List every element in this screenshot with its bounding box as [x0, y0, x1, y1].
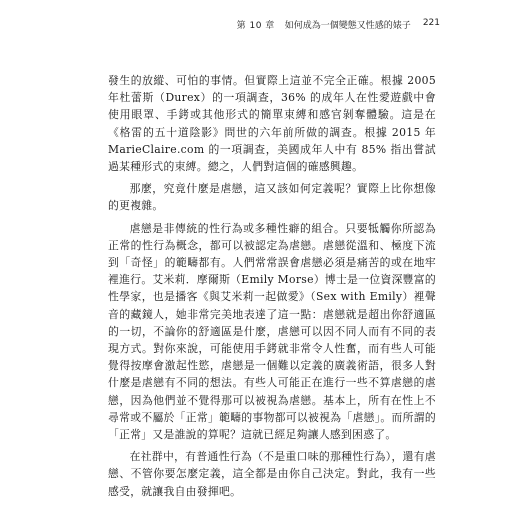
- chapter-title: 如何成為一個變態又性感的婊子: [284, 21, 411, 31]
- running-header: [237, 18, 440, 31]
- chapter-label: 第 10 章: [236, 21, 275, 31]
- paragraph: 在社群中，有普通性行為（不是重口味的那種性行為），還有虐戀、不管你要怎麼定義，這全都是由你自己決定。對此，我有一些感受，就讓我自由發揮吧。: [108, 450, 436, 498]
- body-text: [108, 72, 436, 505]
- paragraph: 發生的放縱、可怕的事情。但實際上這並不完全正確。根據 2005 年杜蕾斯（Durex）的一項調查，36% 的成年人在性愛遊戲中會使用眼罩、手銬或其他形式的簡單束縛和感官剝奪體驗。這是在《格雷的五十道陰影》問世的六年前所做的調查。根據 2015 年 MarieClaire.com 的一項調查，美國成年人中有 85% 指出嘗試過某種形式的束縛。總之，人們對這個的確感興趣。: [108, 74, 436, 174]
- page-number: 221: [422, 18, 440, 28]
- paragraph: 那麼，究竟什麼是虐戀，這又該如何定義呢？實際上比你想像的更複雜。: [108, 182, 436, 213]
- paragraph: 虐戀是非傳統的性行為或多種性癖的組合。只要牴觸你所認為正常的性行為概念，都可以被認定為虐戀。虐戀從溫和、極度下流到「奇怪」的範疇都有。人們常常誤會虐戀必須是痛苦的或在地牢裡進行。艾米莉．摩爾斯（Emily Morse）博士是一位資深豐富的性學家，也是播客《與艾米莉一起做愛》（Sex with Emily）裡聲音的藏鏡人，她非常完美地表達了這一點：虐戀就是超出你舒適區的一切，不論你的舒適區是什麼，虐戀可以因不同人而有不同的表現方式。對你來說，可能使用手銬就非常令人性奮，而有些人可能覺得按摩會激起性慾，虐戀是一個難以定義的廣義術語，很多人對什麼是虐戀有不同的想法。有些人可能正在進行一些不算虐戀的虐戀，因為他們並不覺得那可以被視為虐戀。基本上，所有在性上不尋常或不屬於「正常」範疇的事物都可以被視為「虐戀」。而所謂的「正常」又是誰說的算呢？這就已經足夠讓人感到困惑了。: [108, 221, 436, 442]
